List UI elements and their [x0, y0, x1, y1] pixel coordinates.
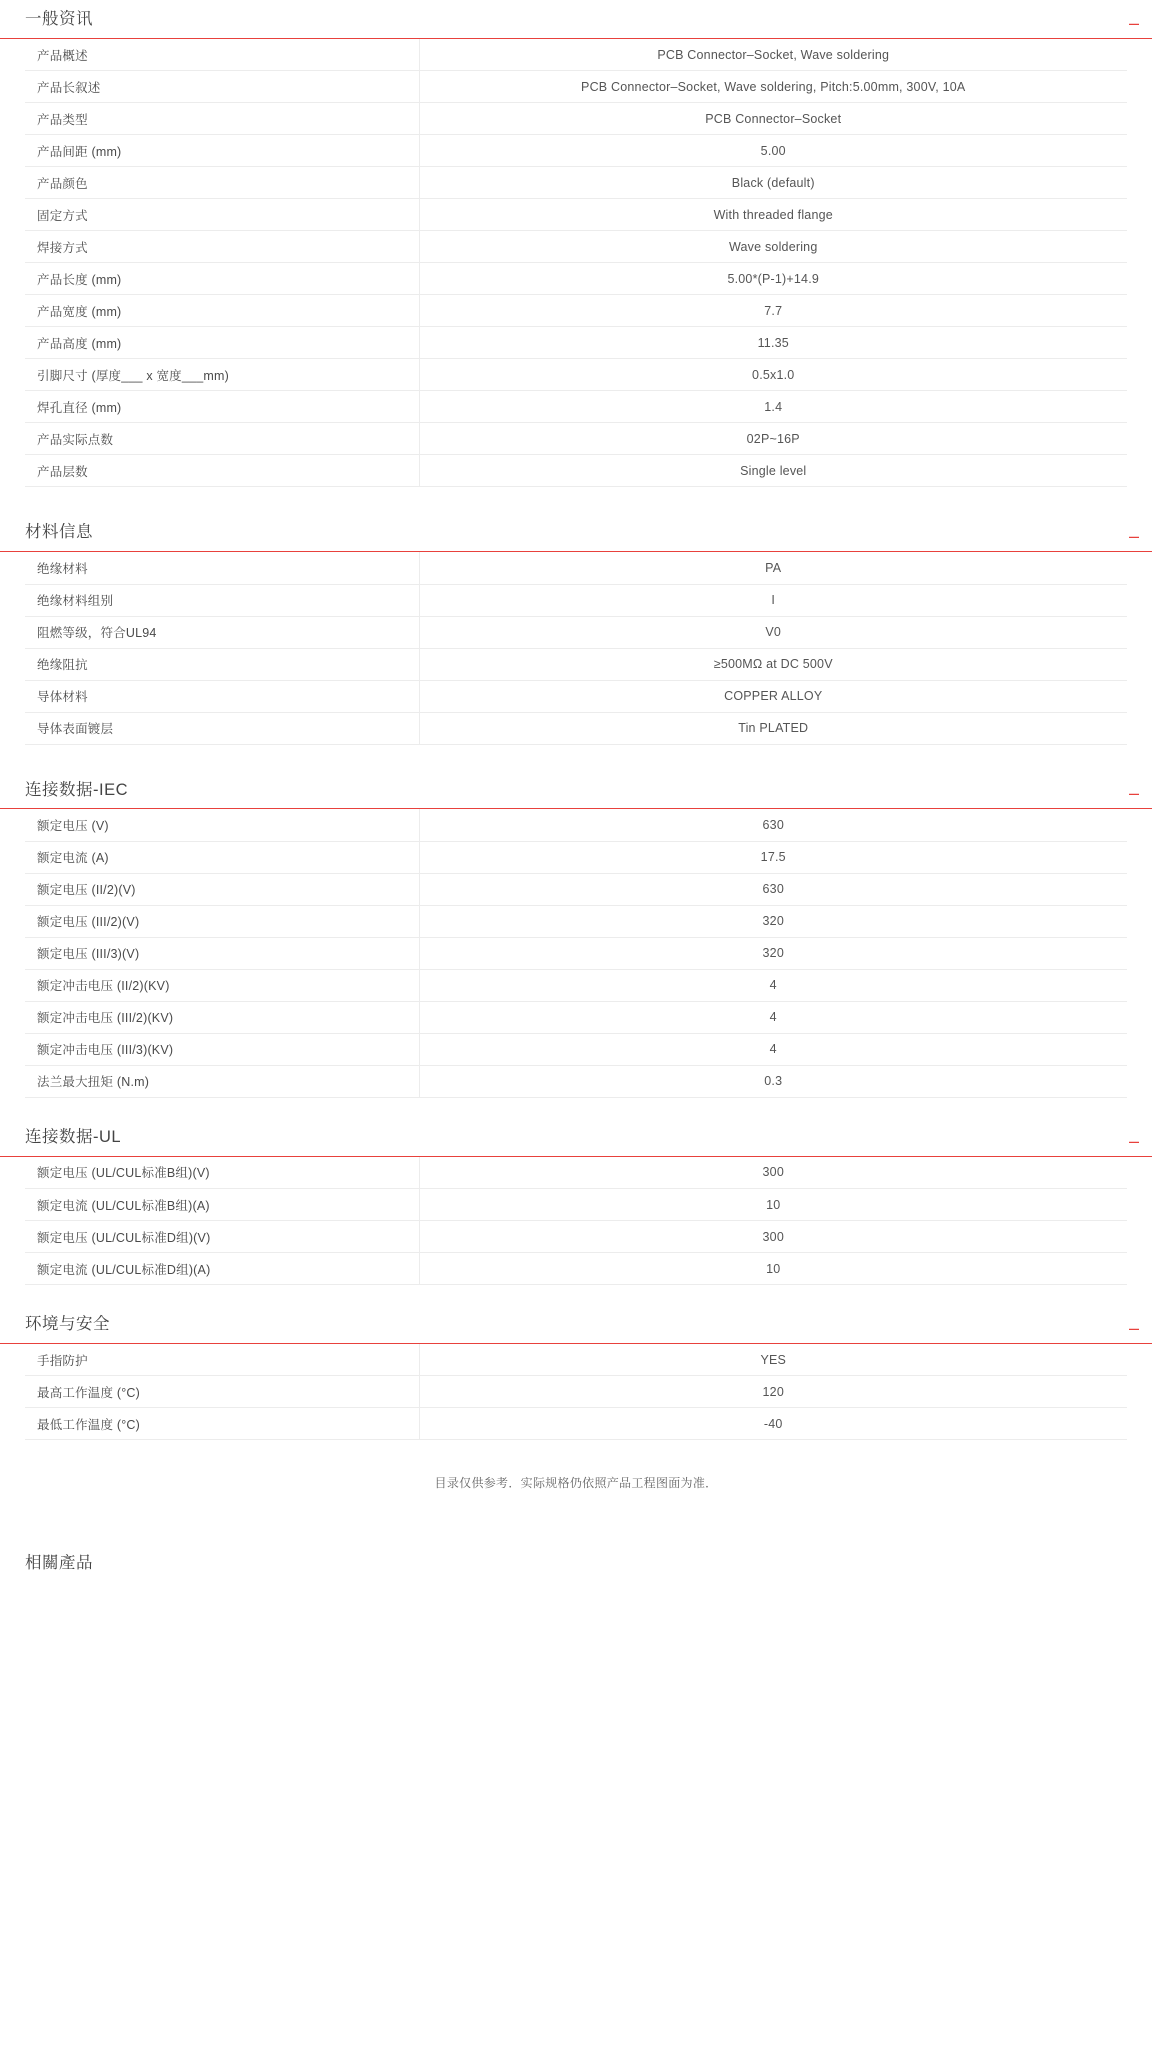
spec-table-material-info	[25, 552, 1127, 745]
row-label: 产品概述	[25, 39, 419, 71]
table-row	[25, 103, 1127, 135]
row-value: 0.3	[419, 1065, 1127, 1097]
table-row	[25, 809, 1127, 841]
table-row	[25, 1157, 1127, 1189]
row-label: 产品实际点数	[25, 423, 419, 455]
section-header-general-info	[0, 10, 1152, 39]
row-value: 5.00*(P-1)+14.9	[419, 263, 1127, 295]
spec-table-environment-safety	[25, 1344, 1127, 1441]
row-label: 绝缘阻抗	[25, 648, 419, 680]
table-row	[25, 552, 1127, 584]
row-label: 产品高度 (mm)	[25, 327, 419, 359]
table-row	[25, 648, 1127, 680]
row-label: 额定冲击电压 (II/2)(KV)	[25, 969, 419, 1001]
row-value: 5.00	[419, 135, 1127, 167]
table-row	[25, 905, 1127, 937]
row-value: Black (default)	[419, 167, 1127, 199]
row-label: 产品长度 (mm)	[25, 263, 419, 295]
table-row	[25, 1001, 1127, 1033]
row-label: 产品颜色	[25, 167, 419, 199]
table-row	[25, 231, 1127, 263]
row-value: Wave soldering	[419, 231, 1127, 263]
row-label: 最低工作温度 (°C)	[25, 1408, 419, 1440]
row-label: 绝缘材料	[25, 552, 419, 584]
row-value: With threaded flange	[419, 199, 1127, 231]
section-header-material-info	[0, 523, 1152, 552]
row-label: 额定电压 (II/2)(V)	[25, 873, 419, 905]
section-gap	[0, 1285, 1152, 1315]
table-row	[25, 1253, 1127, 1285]
section-connection-data-ul	[0, 1128, 1152, 1285]
row-label: 额定冲击电压 (III/2)(KV)	[25, 1001, 419, 1033]
row-label: 导体表面镀层	[25, 712, 419, 744]
row-value: V0	[419, 616, 1127, 648]
row-value: PCB Connector–Socket, Wave soldering, Pitch:5.00mm, 300V, 10A	[419, 71, 1127, 103]
table-row	[25, 199, 1127, 231]
spec-table-connection-data-ul	[25, 1157, 1127, 1286]
section-title: 一般资讯	[25, 10, 93, 28]
row-value: 4	[419, 1001, 1127, 1033]
section-title: 材料信息	[25, 523, 93, 542]
row-label: 导体材料	[25, 680, 419, 712]
row-value: Single level	[419, 455, 1127, 487]
row-value: 320	[419, 905, 1127, 937]
table-row	[25, 391, 1127, 423]
spec-table-connection-data-iec	[25, 809, 1127, 1098]
row-label: 产品间距 (mm)	[25, 135, 419, 167]
table-row	[25, 937, 1127, 969]
table-row	[25, 1033, 1127, 1065]
related-products-title: 相關產品	[25, 1554, 93, 1573]
row-label: 焊接方式	[25, 231, 419, 263]
table-row	[25, 39, 1127, 71]
row-label: 产品类型	[25, 103, 419, 135]
table-row	[25, 1408, 1127, 1440]
table-row	[25, 1065, 1127, 1097]
row-value: ≥500MΩ at DC 500V	[419, 648, 1127, 680]
row-value: 10	[419, 1189, 1127, 1221]
section-title: 连接数据-IEC	[25, 780, 128, 799]
row-label: 额定冲击电压 (III/3)(KV)	[25, 1033, 419, 1065]
row-label: 额定电压 (UL/CUL标准B组)(V)	[25, 1157, 419, 1189]
row-label: 手指防护	[25, 1344, 419, 1376]
row-label: 最高工作温度 (°C)	[25, 1376, 419, 1408]
section-environment-safety	[0, 1315, 1152, 1440]
row-value: 17.5	[419, 841, 1127, 873]
table-row	[25, 712, 1127, 744]
table-row	[25, 263, 1127, 295]
row-label: 额定电流 (UL/CUL标准B组)(A)	[25, 1189, 419, 1221]
row-value: 630	[419, 873, 1127, 905]
table-row	[25, 295, 1127, 327]
table-row	[25, 423, 1127, 455]
section-gap	[0, 745, 1152, 781]
table-row	[25, 841, 1127, 873]
collapse-icon[interactable]: –	[1128, 526, 1139, 547]
table-row	[25, 616, 1127, 648]
collapse-icon[interactable]: –	[1128, 12, 1139, 33]
row-label: 额定电压 (V)	[25, 809, 419, 841]
row-label: 法兰最大扭矩 (N.m)	[25, 1065, 419, 1097]
section-general-info	[0, 10, 1152, 487]
table-row	[25, 680, 1127, 712]
table-row	[25, 873, 1127, 905]
table-row	[25, 455, 1127, 487]
row-value: 4	[419, 969, 1127, 1001]
section-title: 连接数据-UL	[25, 1127, 122, 1146]
table-row	[25, 135, 1127, 167]
row-label: 固定方式	[25, 199, 419, 231]
row-value: I	[419, 584, 1127, 616]
table-row	[25, 167, 1127, 199]
row-value: 300	[419, 1221, 1127, 1253]
row-label: 产品长叙述	[25, 71, 419, 103]
table-row	[25, 1189, 1127, 1221]
row-value: PA	[419, 552, 1127, 584]
section-title: 环境与安全	[25, 1315, 110, 1334]
table-row	[25, 1376, 1127, 1408]
table-row	[25, 71, 1127, 103]
row-value: 630	[419, 809, 1127, 841]
row-value: -40	[419, 1408, 1127, 1440]
row-label: 额定电流 (UL/CUL标准D组)(A)	[25, 1253, 419, 1285]
table-row	[25, 969, 1127, 1001]
row-value: 320	[419, 937, 1127, 969]
collapse-icon[interactable]: –	[1128, 1317, 1139, 1338]
section-connection-data-iec	[0, 781, 1152, 1098]
section-header-environment-safety	[0, 1315, 1152, 1344]
row-value: 10	[419, 1253, 1127, 1285]
row-value: PCB Connector–Socket, Wave soldering	[419, 39, 1127, 71]
collapse-icon[interactable]: –	[1128, 783, 1139, 804]
row-label: 产品层数	[25, 455, 419, 487]
row-value: PCB Connector–Socket	[419, 103, 1127, 135]
disclaimer-note: 目录仅供参考．实际规格仍依照产品工程图面为准．	[434, 1476, 718, 1491]
section-gap	[0, 487, 1152, 523]
top-spacer	[0, 0, 1152, 10]
row-value: 120	[419, 1376, 1127, 1408]
row-value: 02P~16P	[419, 423, 1127, 455]
row-value: 4	[419, 1033, 1127, 1065]
section-header-connection-data-iec	[0, 781, 1152, 810]
table-row	[25, 1344, 1127, 1376]
row-value: 11.35	[419, 327, 1127, 359]
row-label: 引脚尺寸 (厚度___ x 宽度___mm)	[25, 359, 419, 391]
table-row	[25, 327, 1127, 359]
row-value: COPPER ALLOY	[419, 680, 1127, 712]
row-label: 阻燃等级，符合UL94	[25, 616, 419, 648]
row-label: 焊孔直径 (mm)	[25, 391, 419, 423]
row-label: 额定电压 (UL/CUL标准D组)(V)	[25, 1221, 419, 1253]
section-gap	[0, 1098, 1152, 1128]
row-label: 绝缘材料组别	[25, 584, 419, 616]
section-material-info	[0, 523, 1152, 744]
table-row	[25, 1221, 1127, 1253]
table-row	[25, 359, 1127, 391]
table-row	[25, 584, 1127, 616]
row-value: Tin PLATED	[419, 712, 1127, 744]
spec-table-general-info	[25, 39, 1127, 488]
row-value: 300	[419, 1157, 1127, 1189]
row-label: 产品宽度 (mm)	[25, 295, 419, 327]
row-value: YES	[419, 1344, 1127, 1376]
row-value: 1.4	[419, 391, 1127, 423]
collapse-icon[interactable]: –	[1128, 1130, 1139, 1151]
row-label: 额定电压 (III/3)(V)	[25, 937, 419, 969]
row-label: 额定电流 (A)	[25, 841, 419, 873]
row-value: 7.7	[419, 295, 1127, 327]
row-label: 额定电压 (III/2)(V)	[25, 905, 419, 937]
row-value: 0.5x1.0	[419, 359, 1127, 391]
section-header-connection-data-ul	[0, 1128, 1152, 1157]
